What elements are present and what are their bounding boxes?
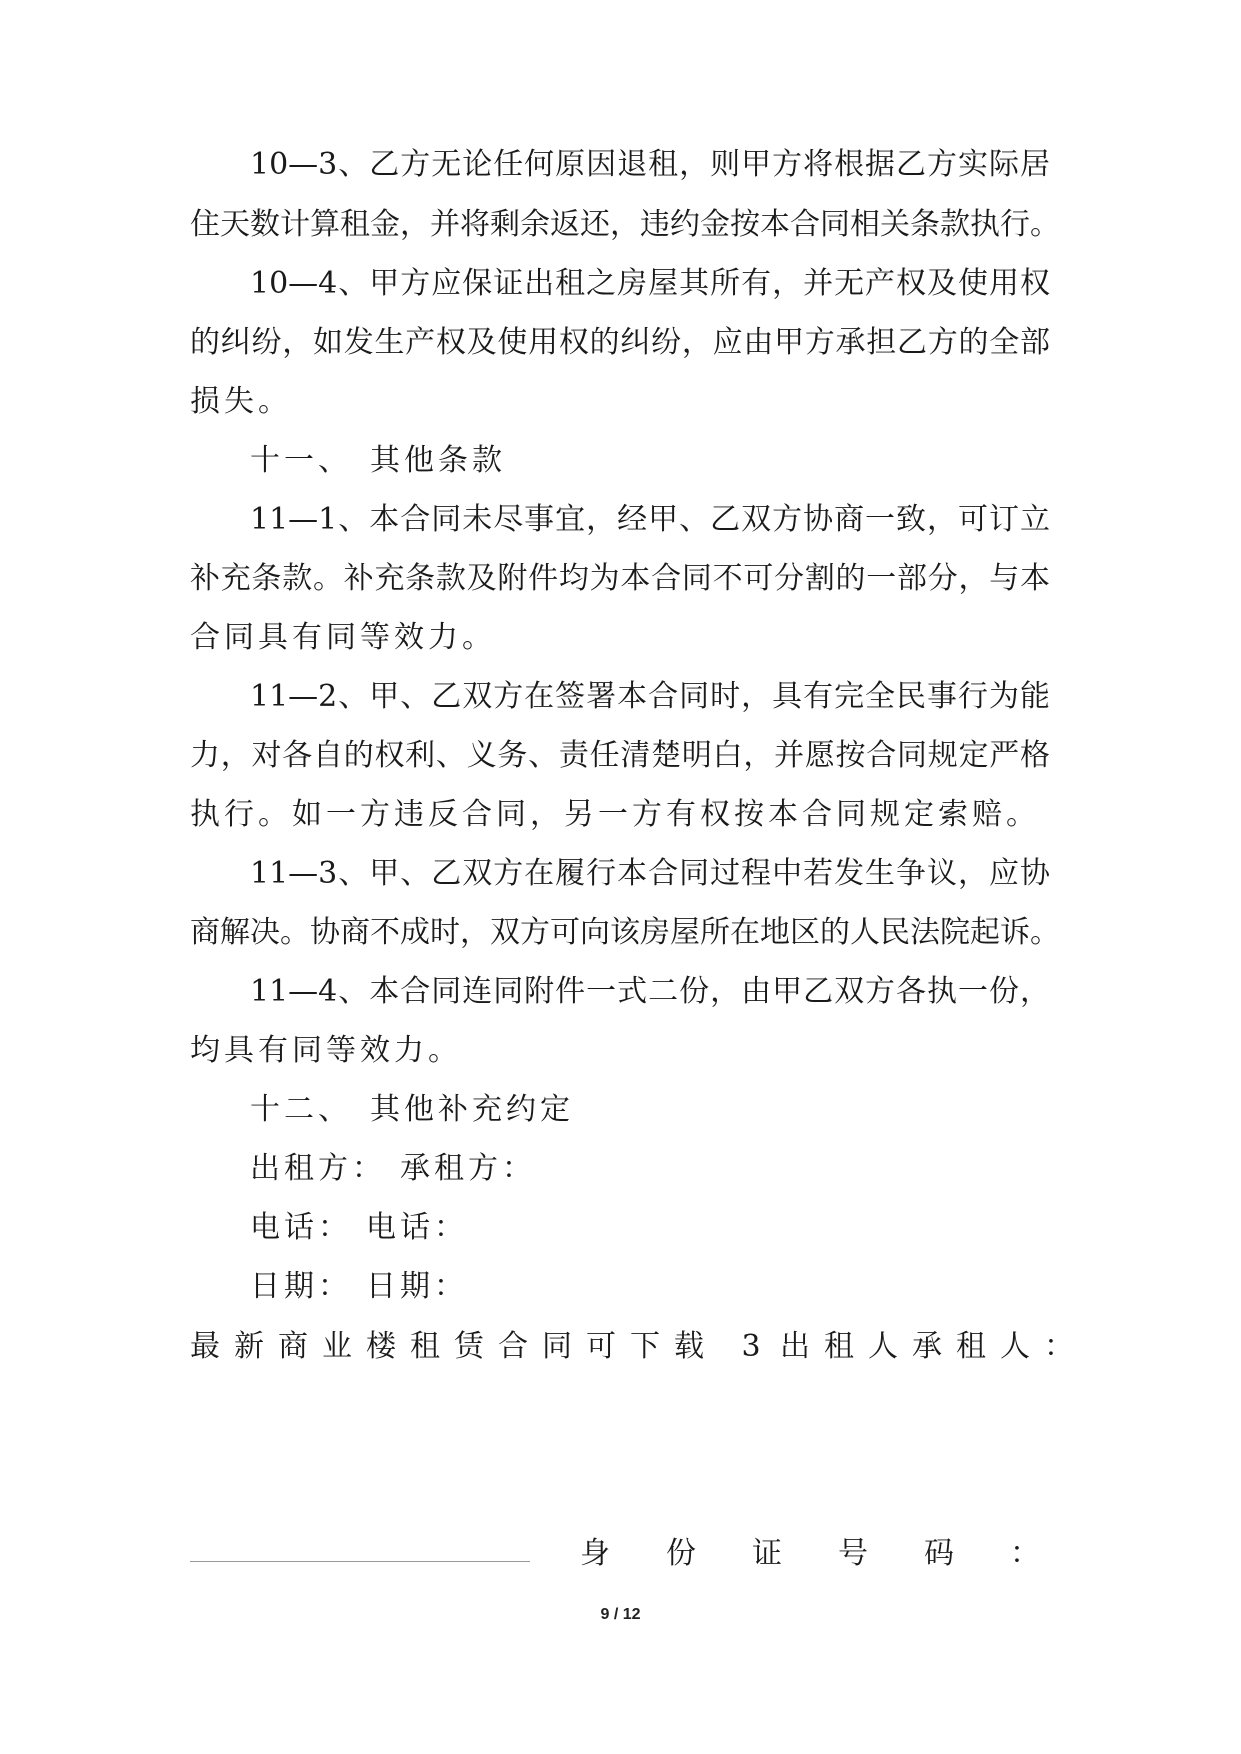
lessee-label: 承租方： <box>400 1151 536 1186</box>
lessor-date-label: 日期： <box>250 1269 352 1304</box>
paragraph-line: 力，对各自的权利、义务、责任清楚明白，并愿按合同规定严格 <box>190 738 1050 773</box>
section-heading <box>250 1090 574 1130</box>
paragraph-line: 损失。 <box>190 384 292 419</box>
paragraph-line: 合同具有同等效力。 <box>190 620 496 655</box>
id-number-char: 码 <box>924 1536 954 1571</box>
paragraph-line: 11—1、本合同未尽事宜，经甲、乙双方协商一致，可订立 <box>250 502 1050 537</box>
lessee-date-label: 日期： <box>366 1269 468 1304</box>
paragraph-line: 11—4、本合同连同附件一式二份，由甲乙双方各执一份， <box>250 974 1050 1009</box>
blank-underline <box>190 1561 530 1562</box>
paragraph-line: 均具有同等效力。 <box>190 1033 462 1068</box>
id-number-char: 证 <box>752 1536 782 1571</box>
phone-row <box>250 1208 468 1248</box>
section-title: 其他条款 <box>370 443 506 478</box>
section-heading <box>250 441 506 481</box>
paragraph-line: 补充条款。补充条款及附件均为本合同不可分割的一部分，与本 <box>190 561 1050 596</box>
paragraph-line: 11—2、甲、乙双方在签署本合同时，具有完全民事行为能 <box>250 679 1050 714</box>
paragraph-line: 10—4、甲方应保证出租之房屋其所有，并无产权及使用权 <box>250 266 1050 301</box>
date-row <box>250 1267 468 1307</box>
section-number: 十一、 <box>250 443 352 478</box>
paragraph-line: 执行。如一方违反合同，另一方有权按本合同规定索赔。 <box>190 797 1040 832</box>
section-title: 其他补充约定 <box>370 1092 574 1127</box>
paragraph-line: 住天数计算租金，并将剩余返还，违约金按本合同相关条款执行。 <box>190 207 1060 242</box>
document-subtitle: 最新商业楼租赁合同可下载 3 <box>190 1329 775 1364</box>
paragraph-line: 商解决。协商不成时，双方可向该房屋所在地区的人民法院起诉。 <box>190 915 1060 950</box>
lessor-lessee-label: 出租人承租人： <box>780 1329 1088 1364</box>
id-number-label <box>580 1534 1040 1574</box>
section-number: 十二、 <box>250 1092 352 1127</box>
paragraph-line: 的纠纷，如发生产权及使用权的纠纷，应由甲方承担乙方的全部 <box>190 325 1050 360</box>
paragraph-line: 10—3、乙方无论任何原因退租，则甲方将根据乙方实际居 <box>250 147 1050 182</box>
page-number: 9 / 12 <box>600 1606 641 1623</box>
id-number-char: 份 <box>666 1536 696 1571</box>
lessor-label: 出租方： <box>250 1151 386 1186</box>
paragraph-line: 11—3、甲、乙双方在履行本合同过程中若发生争议，应协 <box>250 856 1050 891</box>
id-number-char: 号 <box>838 1536 868 1571</box>
signature-row <box>250 1149 536 1189</box>
id-number-char: 身 <box>580 1536 610 1571</box>
id-number-char: ： <box>1010 1536 1040 1571</box>
lessor-phone-label: 电话： <box>250 1210 352 1245</box>
lessee-phone-label: 电话： <box>366 1210 468 1245</box>
